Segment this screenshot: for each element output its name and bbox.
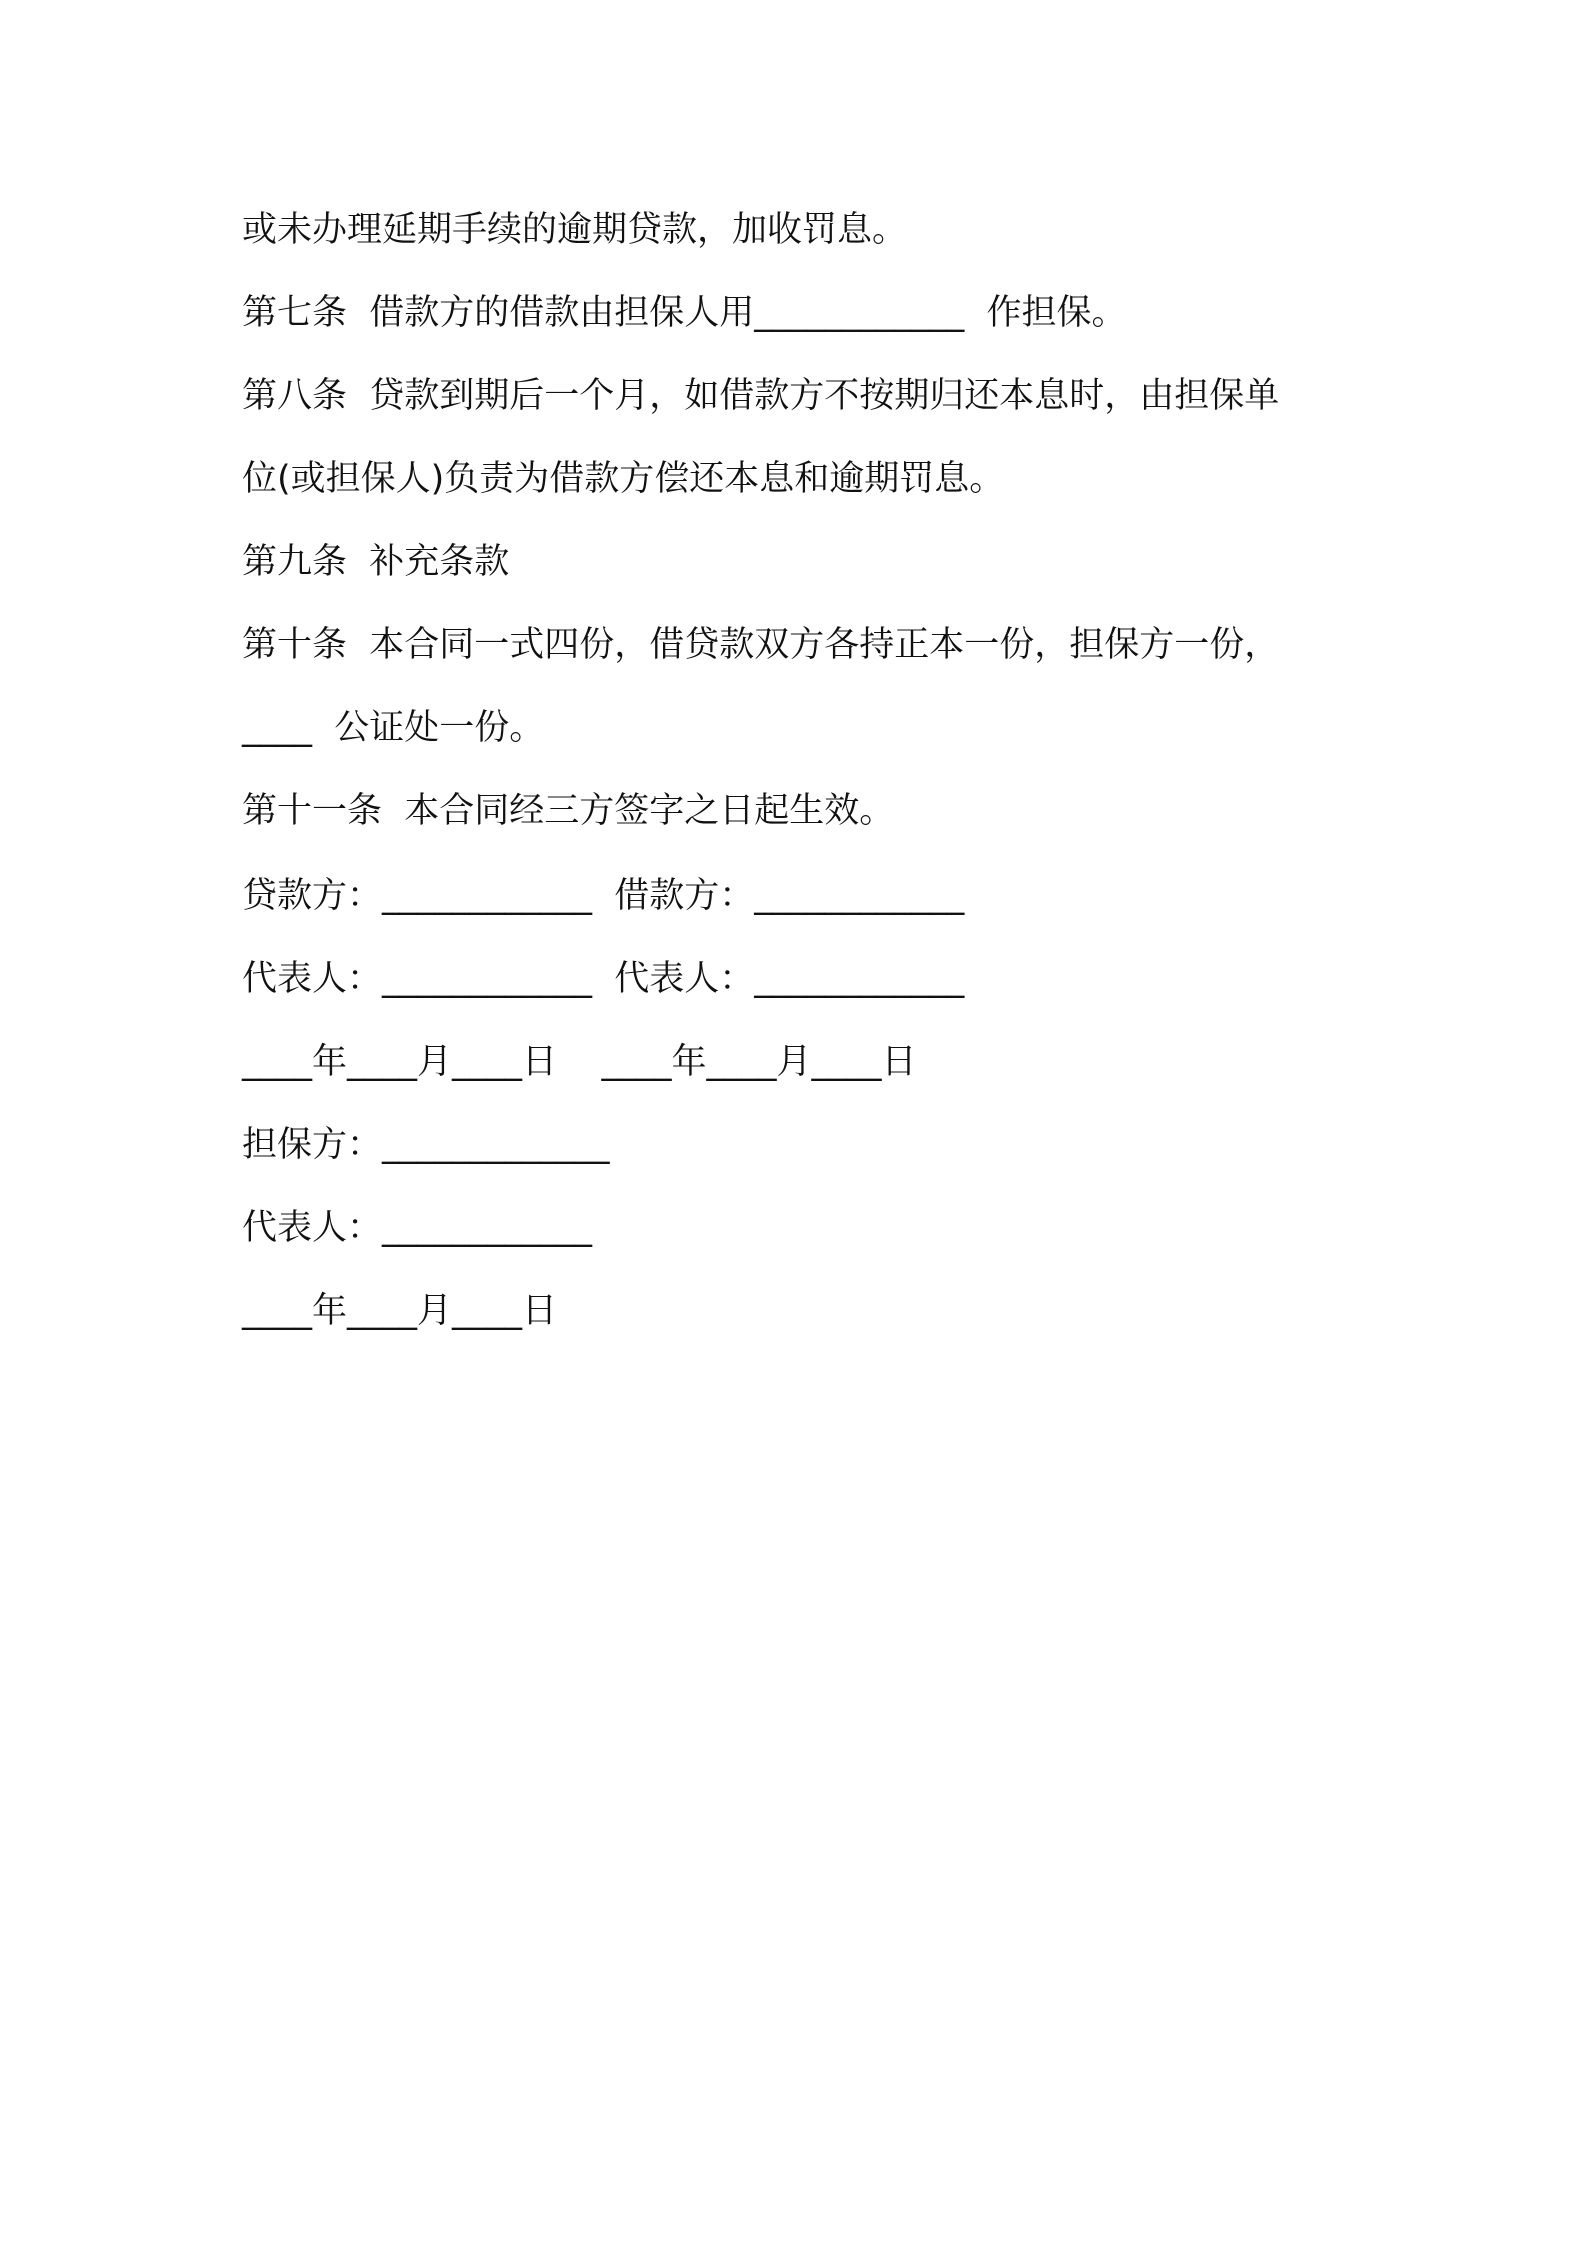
- signature-guarantor-date: ____年____月____日: [242, 1291, 558, 1331]
- clause-continuation-overdue-penalty: 或未办理延期手续的逾期贷款，加收罚息。: [242, 210, 908, 250]
- signature-dates: ____年____月____日 ____年____月____日: [242, 1042, 917, 1082]
- signature-guarantor-representative: 代表人：____________: [242, 1208, 593, 1248]
- clause-9-supplementary: 第九条 补充条款: [242, 542, 510, 582]
- clause-10-line-1: 第十条 本合同一式四份，借贷款双方各持正本一份，担保方一份，: [242, 625, 1280, 665]
- clause-11-effective: 第十一条 本合同经三方签字之日起生效。: [242, 791, 895, 831]
- clause-10-line-2: ____ 公证处一份。: [242, 708, 545, 748]
- clause-7-guarantee: 第七条 借款方的借款由担保人用____________ 作担保。: [242, 293, 1127, 333]
- signature-representatives: 代表人：____________ 代表人：____________: [242, 959, 965, 999]
- signature-guarantor: 担保方：_____________: [242, 1125, 610, 1165]
- clause-8-line-2: 位(或担保人)负责为借款方偿还本息和逾期罚息。: [242, 459, 1005, 499]
- signature-lender-borrower: 贷款方：____________ 借款方：____________: [242, 876, 965, 916]
- clause-8-line-1: 第八条 贷款到期后一个月，如借款方不按期归还本息时，由担保单: [242, 376, 1280, 416]
